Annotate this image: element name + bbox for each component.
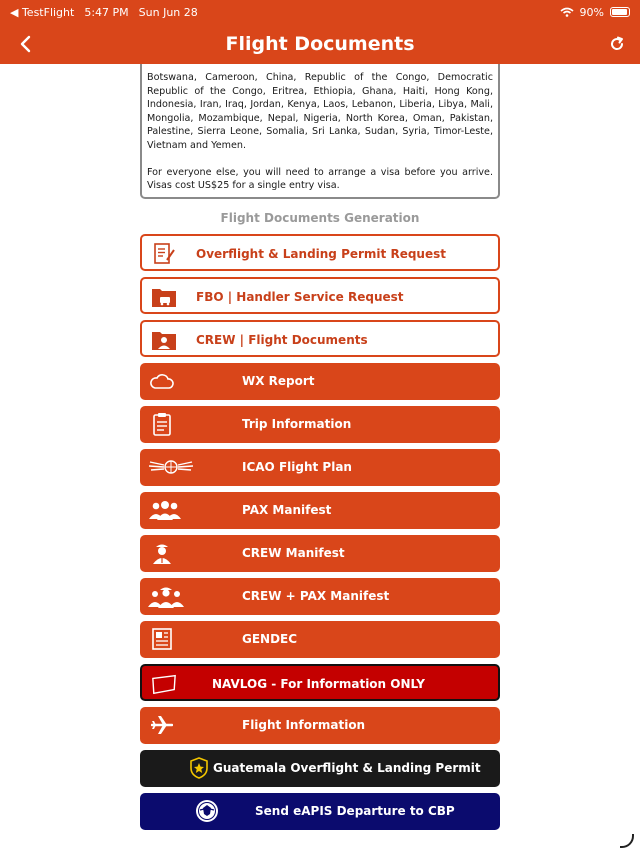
button-label: FBO | Handler Service Request xyxy=(196,290,404,304)
chevron-left-icon xyxy=(19,35,33,53)
wx-report-button[interactable] xyxy=(140,363,500,400)
passengers-icon xyxy=(148,497,182,523)
back-to-app-link[interactable]: ◀ TestFlight xyxy=(10,5,75,19)
fbo-folder-icon xyxy=(151,284,177,310)
gendec-button[interactable] xyxy=(140,621,500,658)
send-eapis-cbp-button[interactable] xyxy=(140,793,500,830)
wifi-icon xyxy=(560,7,574,17)
page-title: Flight Documents xyxy=(225,33,415,55)
status-date: Sun Jun 28 xyxy=(138,5,198,19)
fbo-handler-service-button[interactable] xyxy=(140,277,500,314)
button-label: CREW + PAX Manifest xyxy=(242,589,390,603)
visa-info-box xyxy=(140,64,500,199)
dhs-seal-icon xyxy=(194,798,220,824)
button-label: WX Report xyxy=(242,374,315,388)
trip-information-button[interactable] xyxy=(140,406,500,443)
button-label: PAX Manifest xyxy=(242,503,332,517)
icao-flight-plan-button[interactable] xyxy=(140,449,500,486)
refresh-button[interactable] xyxy=(604,31,630,57)
refresh-icon xyxy=(609,36,625,52)
button-label: GENDEC xyxy=(242,632,298,646)
section-heading: Flight Documents Generation xyxy=(220,211,420,225)
button-label: Overflight & Landing Permit Request xyxy=(196,247,446,261)
battery-percent: 90% xyxy=(579,5,604,19)
back-button[interactable] xyxy=(12,30,40,58)
crew-pax-icon xyxy=(148,583,184,609)
button-label: NAVLOG - For Information ONLY xyxy=(212,677,425,691)
button-label: ICAO Flight Plan xyxy=(242,460,352,474)
flight-information-button[interactable] xyxy=(140,707,500,744)
visa-info-paragraph: For everyone else, you will need to arrange a visa before you arrive. Visas cost US$25 for a single entry visa. xyxy=(147,166,493,192)
navlog-button[interactable] xyxy=(140,664,500,701)
crew-folder-icon xyxy=(151,327,177,353)
icao-emblem-icon xyxy=(148,454,194,480)
permit-form-icon xyxy=(151,241,177,267)
overflight-landing-permit-button[interactable] xyxy=(140,234,500,271)
button-label: Trip Information xyxy=(242,417,352,431)
visa-info-paragraph: Botswana, Cameroon, China, Republic of the Congo, Democratic Republic of the Congo, Eritrea, Ethiopia, Ghana, Haiti, Hong Kong, Indonesia, Iran, Iraq, Jordan, Kenya, Laos, Lebanon, Liberia, Libya, Mali, Mongolia, Mozambique, Nepal, Nigeria, North Korea, Oman, Pakistan, Palestine, Sierra Leone, Somalia, Sri Lanka, Sudan, Syria, Timor-Leste, Vietnam and Yemen. xyxy=(147,72,493,151)
airplane-icon xyxy=(149,712,175,738)
guatemala-permit-button[interactable] xyxy=(140,750,500,787)
battery-icon xyxy=(610,7,630,17)
button-label: Send eAPIS Departure to CBP xyxy=(255,804,455,818)
scroll-content[interactable] xyxy=(0,64,640,854)
status-time: 5:47 PM xyxy=(84,5,129,19)
status-bar xyxy=(0,0,640,24)
button-label: Guatemala Overflight & Landing Permit xyxy=(213,761,481,775)
map-icon xyxy=(151,671,177,697)
button-label: CREW Manifest xyxy=(242,546,345,560)
navigation-bar xyxy=(0,24,640,64)
crew-pax-manifest-button[interactable] xyxy=(140,578,500,615)
badge-star-icon xyxy=(186,755,212,781)
crew-flight-documents-button[interactable] xyxy=(140,320,500,357)
clipboard-icon xyxy=(149,411,175,437)
crew-manifest-button[interactable] xyxy=(140,535,500,572)
pax-manifest-button[interactable] xyxy=(140,492,500,529)
button-label: Flight Information xyxy=(242,718,366,732)
document-icon xyxy=(149,626,175,652)
cloud-icon xyxy=(149,368,175,394)
pilot-icon xyxy=(149,540,175,566)
button-label: CREW | Flight Documents xyxy=(196,333,368,347)
